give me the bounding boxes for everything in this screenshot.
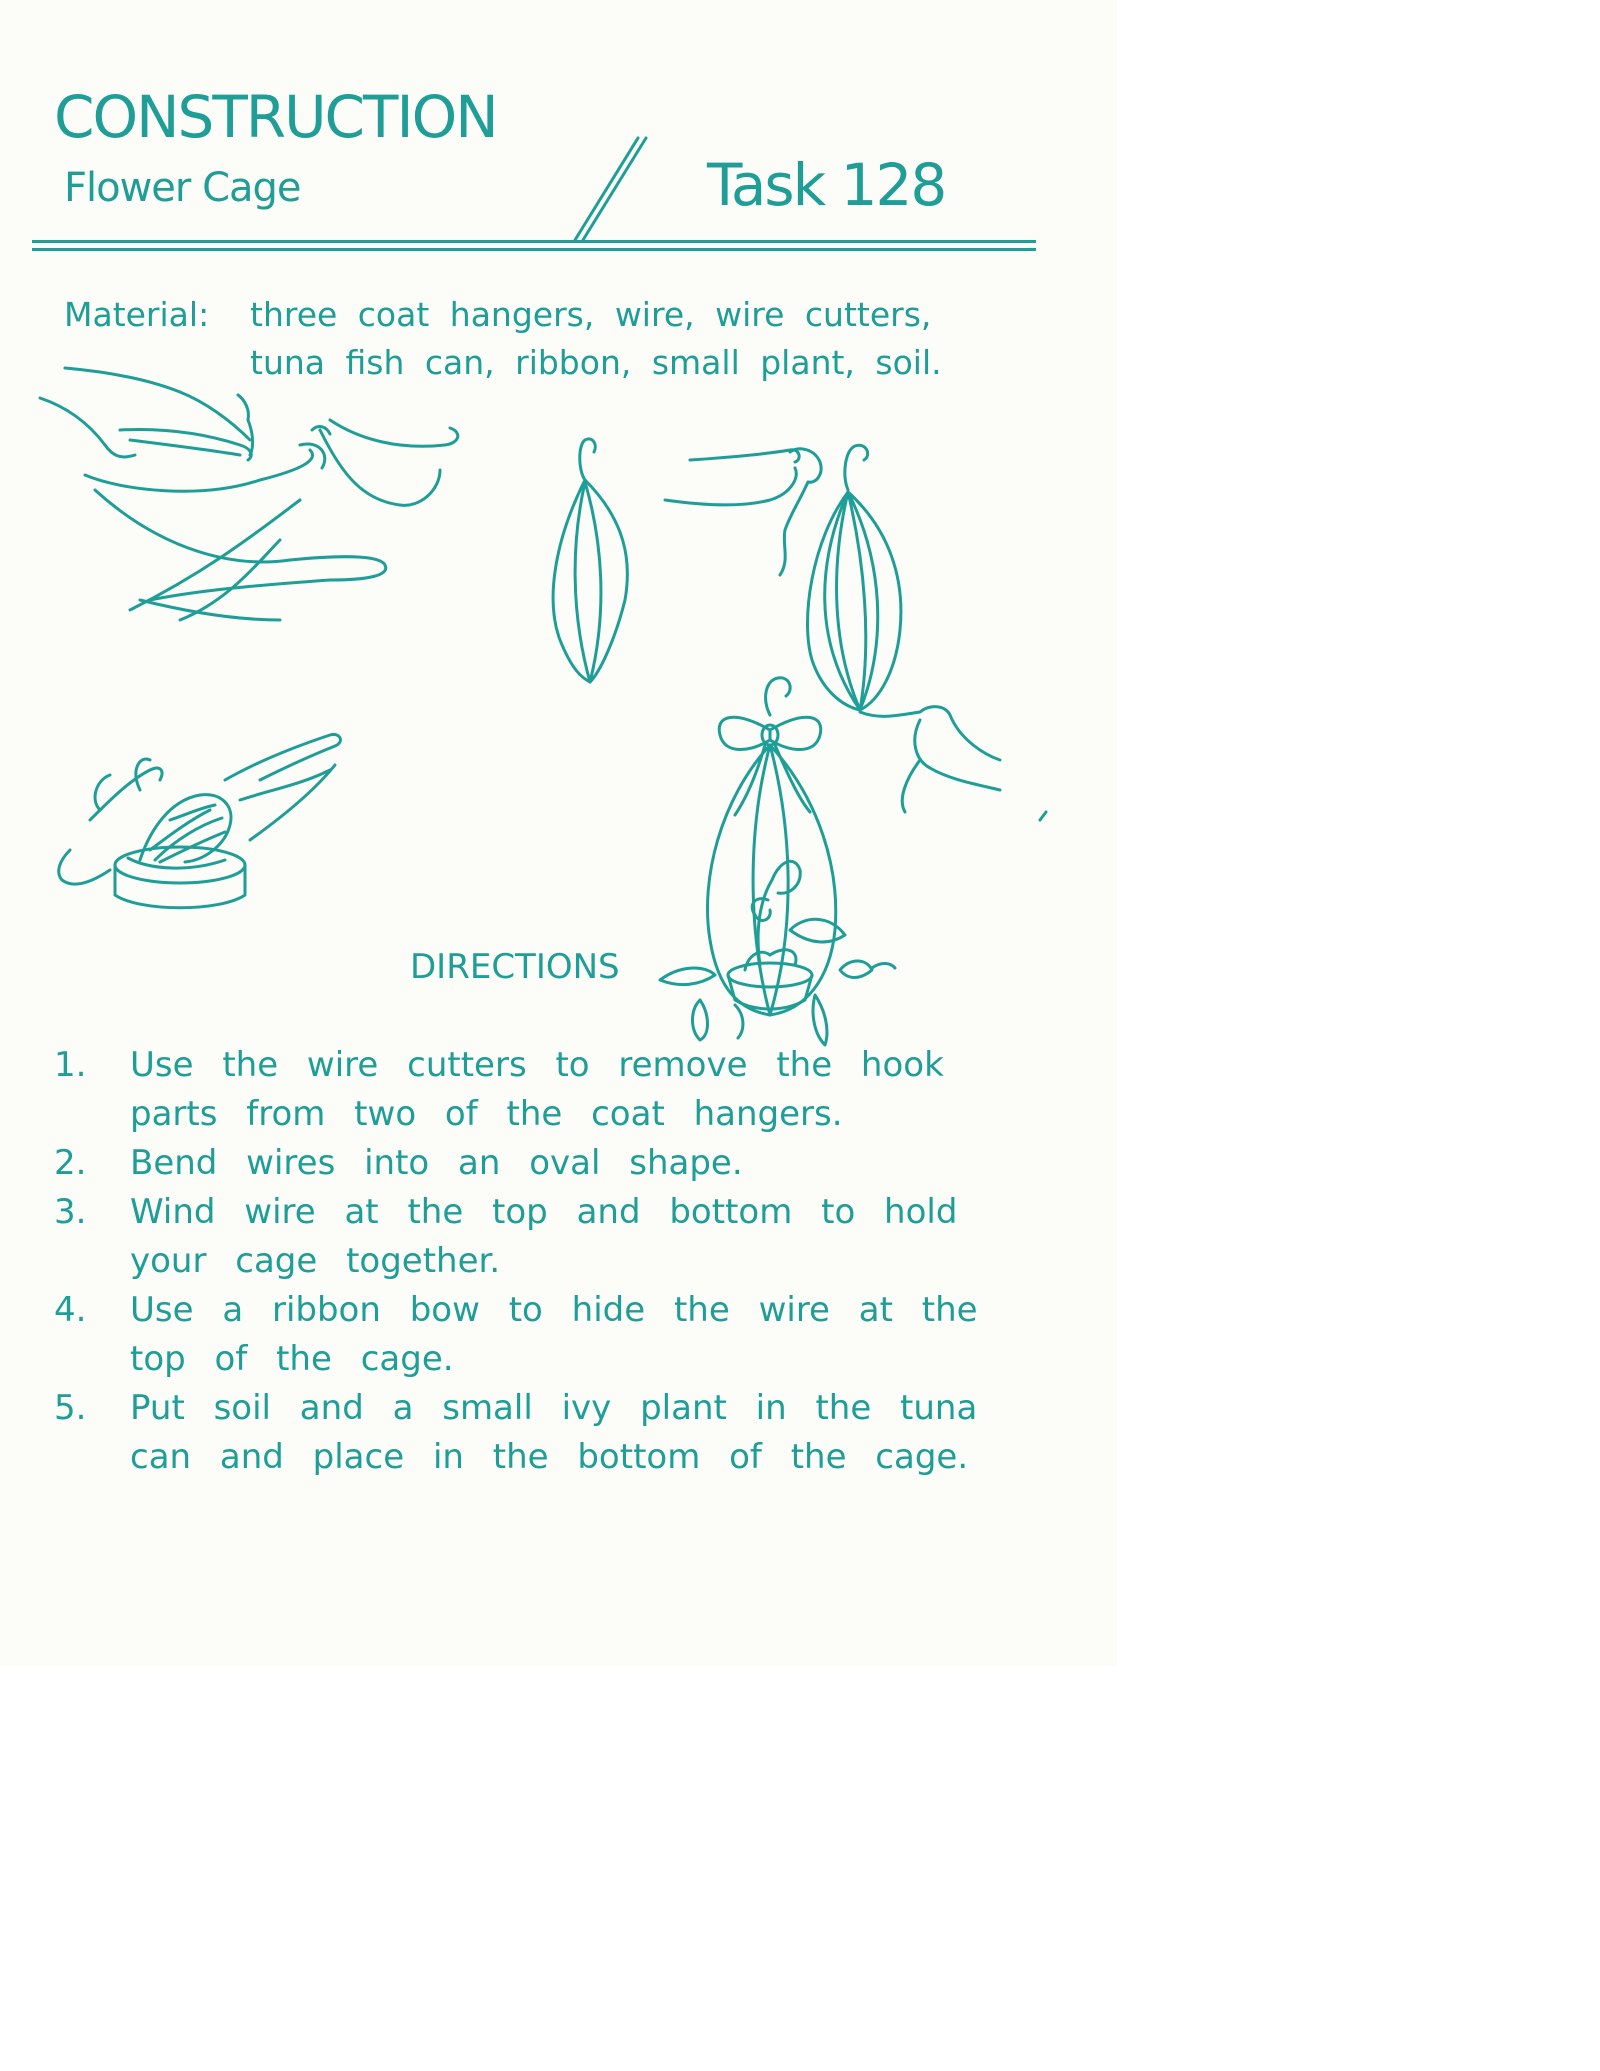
directions-heading: DIRECTIONS [410, 947, 620, 987]
finished-flower-cage-illustration [660, 678, 895, 1045]
material-label: Material: [64, 295, 210, 334]
step-number: 3. [54, 1192, 87, 1232]
step-number: 4. [54, 1290, 87, 1330]
task-number: Task 128 [707, 151, 946, 219]
oval-wire-frame-illustration [553, 439, 627, 682]
speck-mark [1040, 812, 1046, 820]
step-text-line-2: top of the cage. [130, 1339, 454, 1379]
step-number: 5. [54, 1388, 87, 1428]
step-text-line-1: Use the wire cutters to remove the hook [130, 1045, 944, 1085]
task-subtitle: Flower Cage [64, 165, 301, 211]
hands-cutting-hangers-illustration [40, 368, 458, 620]
step-text-line-1: Use a ribbon bow to hide the wire at the [130, 1290, 978, 1330]
material-line-2: tuna fish can, ribbon, small plant, soil. [250, 343, 942, 382]
hands-filling-tuna-can-illustration [59, 734, 341, 907]
step-text-line-2: parts from two of the coat hangers. [130, 1094, 843, 1134]
step-text-line-2: can and place in the bottom of the cage. [130, 1437, 969, 1477]
hands-winding-wire-illustration [665, 445, 1000, 812]
step-number: 1. [54, 1045, 87, 1085]
step-text-line-1: Wind wire at the top and bottom to hold [130, 1192, 958, 1232]
material-line-1: three coat hangers, wire, wire cutters, [250, 295, 932, 334]
step-text-line-1: Put soil and a small ivy plant in the tuna [130, 1388, 978, 1428]
step-text-line-2: your cage together. [130, 1241, 501, 1281]
category-title: CONSTRUCTION [54, 83, 497, 151]
header-slash-icon [575, 138, 646, 240]
step-text-line-1: Bend wires into an oval shape. [130, 1143, 743, 1183]
step-number: 2. [54, 1143, 87, 1183]
